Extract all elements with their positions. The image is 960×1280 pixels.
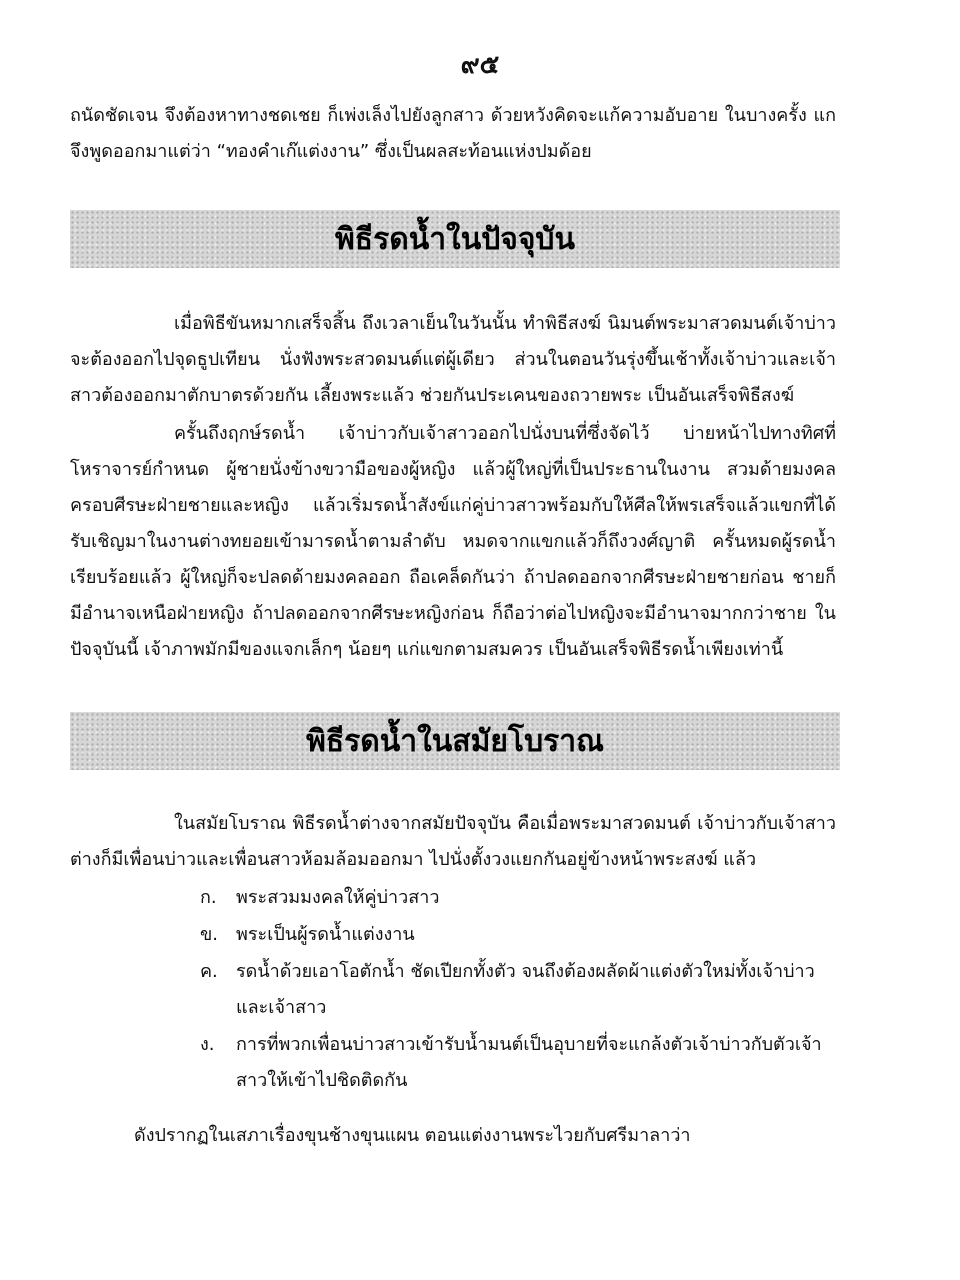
list-item — [200, 954, 840, 1026]
list-marker: ง. — [200, 1034, 215, 1055]
list-text: พระสวมมงคลให้คู่บ่าวสาว — [236, 887, 440, 908]
list-item — [200, 917, 840, 953]
section-title-present: พิธีรดน้ำในปัจจุบัน — [335, 221, 575, 257]
list-text: การที่พวกเพื่อนบ่าวสาวเข้ารับน้ำมนต์เป็นอุบายที่จะแกล้งตัวเจ้าบ่าวกับตัวเจ้าสาวให้เข้าไปชิดติดกัน — [236, 1034, 822, 1091]
section-title-ancient: พิธีรดน้ำในสมัยโบราณ — [306, 723, 604, 759]
section-banner-ancient — [70, 712, 840, 770]
present-paragraph-1: เมื่อพิธีขันหมากเสร็จสิ้น ถึงเวลาเย็นในวันนั้น ทำพิธีสงฆ์ นิมนต์พระมาสวดมนต์เจ้าบ่าวจะต้องออกไปจุดธูปเทียน นั่งฟังพระสวดมนต์แต่ผู้เดียว ส่วนในตอนวันรุ่งขึ้นเช้าทั้งเจ้าบ่าวและเจ้าสาวต้องออกมาตักบาตรด้วยกัน เลี้ยงพระแล้ว ช่วยกันประเคนของถวายพระ เป็นอันเสร็จพิธีสงฆ์ — [70, 313, 836, 406]
list-marker: ข. — [200, 924, 219, 945]
section-banner-present — [70, 210, 840, 268]
list-text: รดน้ำด้วยเอาโอตักน้ำ ชัดเปียกทั้งตัว จนถึงต้องผลัดผ้าแต่งตัวใหม่ทั้งเจ้าบ่าวและเจ้าสาว — [236, 961, 815, 1018]
list-marker: ก. — [200, 887, 217, 908]
list-text: พระเป็นผู้รดน้ำแต่งงาน — [236, 924, 415, 945]
present-paragraph-2: ครั้นถึงฤกษ์รดน้ำ เจ้าบ่าวกับเจ้าสาวออกไปนั่งบนที่ซึ่งจัดไว้ บ่ายหน้าไปทางทิศที่โหราจารย์กำหนด ผู้ชายนั่งข้างขวามือของผู้หญิง แล้วผู้ใหญ่ที่เป็นประธานในงาน สวมด้ายมงคลครอบศีรษะฝ่ายชายและหญิง แล้วเริ่มรดน้ำสังข์แก่คู่บ่าวสาวพร้อมกับให้ศีลให้พรเสร็จแล้วแขกที่ได้รับเชิญมาในงานต่างทยอยเข้ามารดน้ำตามลำดับ หมดจากแขกแล้วก็ถึงวงศ์ญาติ ครั้นหมดผู้รดน้ำเรียบร้อยแล้ว ผู้ใหญ่ก็จะปลดด้ายมงคลออก ถือเคล็ดกันว่า ถ้าปลดออกจากศีรษะฝ่ายชายก่อน ชายก็มีอำนาจเหนือฝ่ายหญิง ถ้าปลดออกจากศีรษะหญิงก่อน ก็ถือว่าต่อไปหญิงจะมีอำนาจมากกว่าชาย ในปัจจุบันนี้ เจ้าภาพมักมีของแจกเล็กๆ น้อยๆ แก่แขกตามสมควร เป็นอันเสร็จพิธีรดน้ำเพียงเท่านี้ — [70, 423, 836, 660]
ritual-list — [200, 880, 840, 1100]
closing-line: ดังปรากฏในเสภาเรื่องขุนช้างขุนแผน ตอนแต่งงานพระไวยกับศรีมาลาว่า — [134, 1125, 691, 1146]
list-item — [200, 880, 840, 916]
list-marker: ค. — [200, 961, 218, 982]
page-number: ๙๕ — [460, 50, 500, 80]
list-item — [200, 1027, 840, 1099]
ancient-intro-paragraph: ในสมัยโบราณ พิธีรดน้ำต่างจากสมัยปัจจุบัน คือเมื่อพระมาสวดมนต์ เจ้าบ่าวกับเจ้าสาวต่างก็มีเพื่อนบ่าวและเพื่อนสาวห้อมล้อมออกมา ไปนั่งตั้งวงแยกกันอยู่ข้างหน้าพระสงฆ์ แล้ว — [70, 813, 836, 870]
intro-paragraph: ถนัดชัดเจน จึงต้องหาทางชดเชย ก็เพ่งเล็งไปยังลูกสาว ด้วยหวังคิดจะแก้ความอับอาย ในบางครั้ง แกจึงพูดออกมาแต่ว่า “ทองคำเก๊แต่งงาน” ซึ่งเป็นผลสะท้อนแห่งปมด้อย — [70, 105, 836, 162]
